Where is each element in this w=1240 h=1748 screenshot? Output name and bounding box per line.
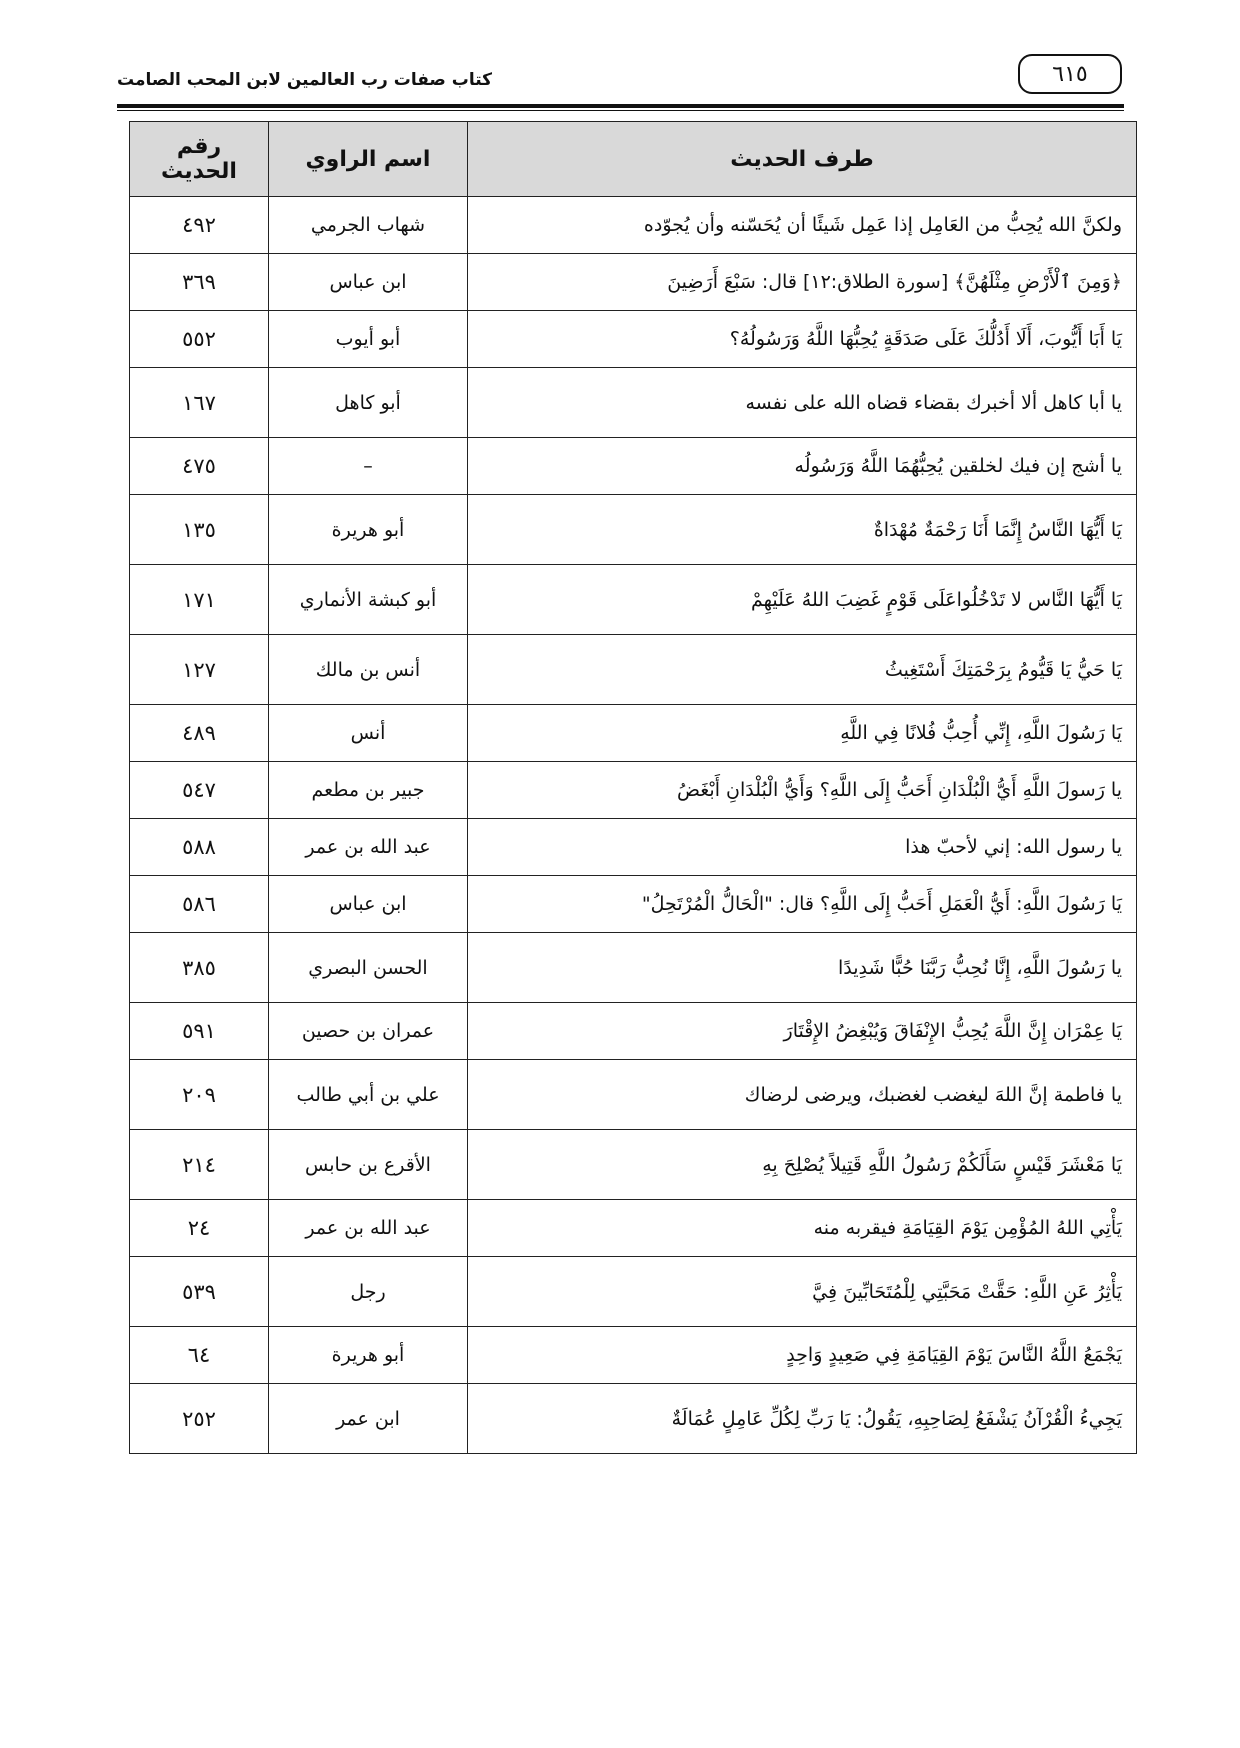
hadith-number-cell: ١٢٧ <box>130 635 269 705</box>
column-header-narrator: اسم الراوي <box>269 122 468 197</box>
hadith-text-cell: ولكنَّ الله يُحِبُّ من العَامِل إذا عَمِل شَيئًا أن يُحَسّنه وأن يُجوّده <box>468 197 1137 254</box>
hadith-text-cell: يَا حَيُّ يَا قَيُّومُ بِرَحْمَتِكَ أَسْتَغِيثُ <box>468 635 1137 705</box>
narrator-cell: أبو هريرة <box>269 495 468 565</box>
hadith-number-cell: ٣٨٥ <box>130 933 269 1003</box>
table-row <box>130 876 1137 933</box>
hadith-number-cell: ٥٤٧ <box>130 762 269 819</box>
table-row <box>130 254 1137 311</box>
hadith-number-cell: ١٣٥ <box>130 495 269 565</box>
table-row <box>130 565 1137 635</box>
hadith-number-cell: ١٦٧ <box>130 368 269 438</box>
hadith-number-cell: ١٧١ <box>130 565 269 635</box>
hadith-text-cell: يا فاطمة إنَّ اللهَ ليغضب لغضبك، ويرضى لرضاك <box>468 1060 1137 1130</box>
narrator-cell: جبير بن مطعم <box>269 762 468 819</box>
table-row <box>130 438 1137 495</box>
hadith-text-cell: يَا أَيُّهَا النَّاسُ إِنَّمَا أَنَا رَحْمَةٌ مُهْدَاةٌ <box>468 495 1137 565</box>
hadith-number-cell: ٢١٤ <box>130 1130 269 1200</box>
table-row <box>130 933 1137 1003</box>
hadith-text-cell: يَا أَبَا أَيُّوبَ، أَلَا أَدُلُّكَ عَلَى صَدَقَةٍ يُحِبُّهَا اللَّهُ وَرَسُولُهُ؟ <box>468 311 1137 368</box>
hadith-number-cell: ٥٨٦ <box>130 876 269 933</box>
hadith-number-cell: ٢٤ <box>130 1200 269 1257</box>
hadith-text-cell: يا رَسولَ اللَّهِ أَيُّ الْبُلْدَانِ أَحَبُّ إِلَى اللَّهِ؟ وَأَيُّ الْبُلْدَانِ أَبْغَضُ <box>468 762 1137 819</box>
hadith-text-cell: يَأْثِرُ عَنِ اللَّهِ: حَقَّتْ مَحَبَّتِي لِلْمُتَحَابِّينَ فِيَّ <box>468 1257 1137 1327</box>
table-row <box>130 1327 1137 1384</box>
narrator-cell: ابن عباس <box>269 876 468 933</box>
narrator-cell: أنس <box>269 705 468 762</box>
narrator-cell: الحسن البصري <box>269 933 468 1003</box>
table-row <box>130 197 1137 254</box>
hadith-number-cell: ٤٨٩ <box>130 705 269 762</box>
table-row <box>130 1384 1137 1454</box>
header-rule-thin <box>117 110 1124 111</box>
narrator-cell: شهاب الجرمي <box>269 197 468 254</box>
narrator-cell: أبو كاهل <box>269 368 468 438</box>
narrator-cell: أنس بن مالك <box>269 635 468 705</box>
narrator-cell: ابن عباس <box>269 254 468 311</box>
hadith-text-cell: يا رَسُولَ اللَّهِ، إِنَّا نُحِبُّ رَبَّنَا حُبًّا شَدِيدًا <box>468 933 1137 1003</box>
narrator-cell: رجل <box>269 1257 468 1327</box>
hadith-text-cell: يَأْتِي اللهُ المُؤْمِن يَوْمَ القِيَامَةِ فيقربه منه <box>468 1200 1137 1257</box>
book-title: كتاب صفات رب العالمين لابن المحب الصامت <box>117 70 493 90</box>
column-header-hadith-number: رقم الحديث <box>130 122 269 197</box>
narrator-cell: عمران بن حصين <box>269 1003 468 1060</box>
table-row <box>130 1060 1137 1130</box>
hadith-text-cell: يَا أَيُّهَا النَّاس لا تَدْخُلُواعَلَى قَوْمٍ غَضِبَ اللهُ عَلَيْهِمْ <box>468 565 1137 635</box>
table-row <box>130 495 1137 565</box>
narrator-cell: ابن عمر <box>269 1384 468 1454</box>
narrator-cell: علي بن أبي طالب <box>269 1060 468 1130</box>
column-header-hadith-text: طرف الحديث <box>468 122 1137 197</box>
hadith-number-cell: ٥٥٢ <box>130 311 269 368</box>
narrator-cell: أبو كبشة الأنماري <box>269 565 468 635</box>
hadith-number-cell: ٢٥٢ <box>130 1384 269 1454</box>
table-row <box>130 762 1137 819</box>
table-row <box>130 1003 1137 1060</box>
narrator-cell: عبد الله بن عمر <box>269 819 468 876</box>
table-row <box>130 1130 1137 1200</box>
table-header-row <box>130 122 1137 197</box>
hadith-number-cell: ٤٩٢ <box>130 197 269 254</box>
hadith-text-cell: يا رسول الله: إني لأحبّ هذا <box>468 819 1137 876</box>
table-row <box>130 635 1137 705</box>
page-number: ٦١٥ <box>1018 54 1122 94</box>
hadith-text-cell: يَجْمَعُ اللَّهُ النَّاسَ يَوْمَ القِيَامَةِ فِي صَعِيدٍ وَاحِدٍ <box>468 1327 1137 1384</box>
hadith-number-cell: ٢٠٩ <box>130 1060 269 1130</box>
table-row <box>130 368 1137 438</box>
hadith-text-cell: يَا رَسُولَ اللَّهِ، إِنِّي أُحِبُّ فُلانًا فِي اللَّهِ <box>468 705 1137 762</box>
table-row <box>130 1257 1137 1327</box>
narrator-cell: عبد الله بن عمر <box>269 1200 468 1257</box>
hadith-number-cell: ٤٧٥ <box>130 438 269 495</box>
hadith-text-cell: يا أشج إن فيك لخلقين يُحِبُّهُمَا اللَّهُ وَرَسُولُه <box>468 438 1137 495</box>
hadith-number-cell: ٦٤ <box>130 1327 269 1384</box>
narrator-cell: أبو هريرة <box>269 1327 468 1384</box>
narrator-cell: أبو أيوب <box>269 311 468 368</box>
table-row <box>130 1200 1137 1257</box>
hadith-index-table <box>129 121 1137 1454</box>
hadith-text-cell: يا أبا كاهل ألا أخبرك بقضاء قضاه الله على نفسه <box>468 368 1137 438</box>
table-body <box>130 197 1137 1454</box>
hadith-text-cell: يَجِيءُ الْقُرْآنُ يَشْفَعُ لِصَاحِبِهِ، يَقُولُ: يَا رَبِّ لِكُلِّ عَامِلٍ عُمَالَةٌ <box>468 1384 1137 1454</box>
narrator-cell: – <box>269 438 468 495</box>
hadith-text-cell: يَا عِمْرَان إِنَّ اللَّهَ يُحِبُّ الإِنْفَاقَ وَيُبْغِضُ الإِقْتَارَ <box>468 1003 1137 1060</box>
hadith-text-cell: يَا رَسُولَ اللَّهِ: أَيُّ الْعَمَلِ أَحَبُّ إِلَى اللَّهِ؟ قال: "الْحَالُّ الْمُرْتَحِلُ" <box>468 876 1137 933</box>
hadith-text-cell: يَا مَعْشَرَ قَيْسٍ سَأَلَكُمْ رَسُولُ اللَّهِ قَتِيلاً يُصْلِحَ بِهِ <box>468 1130 1137 1200</box>
hadith-text-cell: ﴿وَمِنَ ٱلْأَرْضِ مِثْلَهُنَّ﴾ [سورة الطلاق:١٢] قال: سَبْعَ أَرَضِينَ <box>468 254 1137 311</box>
table-row <box>130 819 1137 876</box>
narrator-cell: الأقرع بن حابس <box>269 1130 468 1200</box>
hadith-number-cell: ٣٦٩ <box>130 254 269 311</box>
hadith-number-cell: ٥٨٨ <box>130 819 269 876</box>
header-rule-thick <box>117 104 1124 108</box>
hadith-number-cell: ٥٩١ <box>130 1003 269 1060</box>
table-row <box>130 705 1137 762</box>
hadith-number-cell: ٥٣٩ <box>130 1257 269 1327</box>
table-row <box>130 311 1137 368</box>
